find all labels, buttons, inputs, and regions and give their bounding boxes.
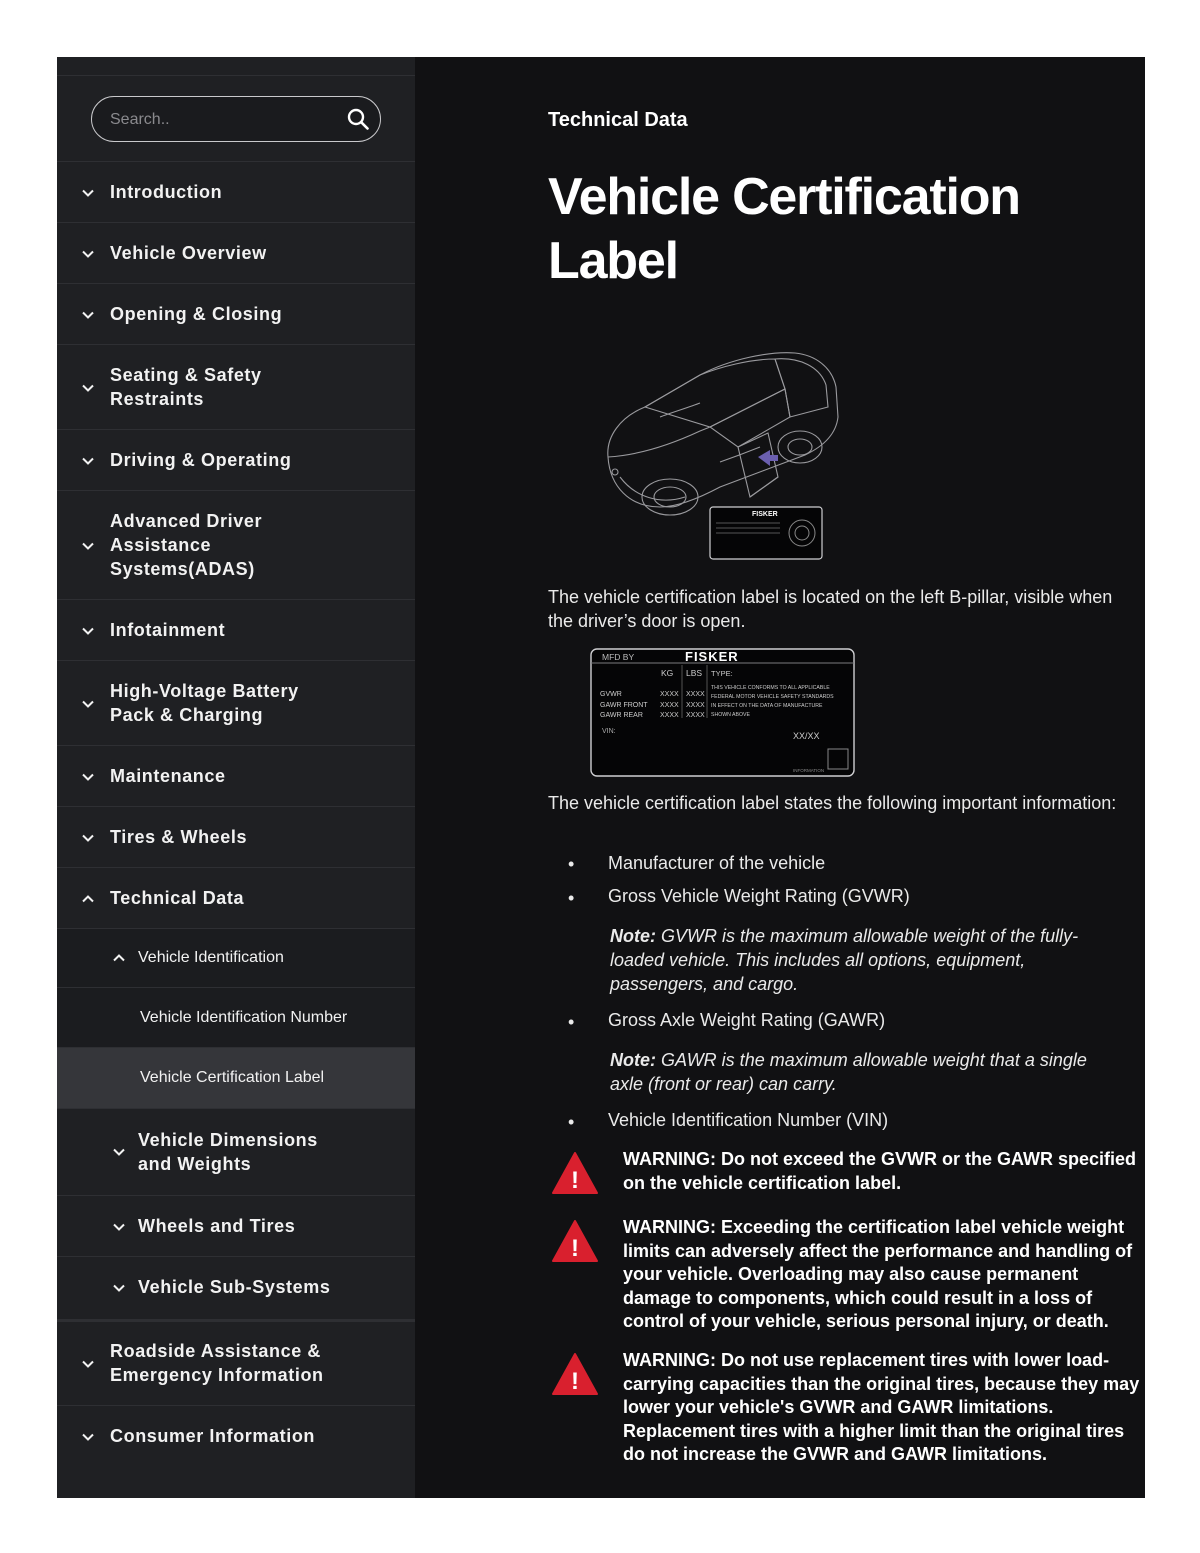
chevron-down-icon [112, 1281, 126, 1295]
search-icon[interactable] [346, 107, 370, 131]
svg-text:MFD BY: MFD BY [602, 652, 635, 662]
svg-text:IN EFFECT ON THE DATA OF MANUF: IN EFFECT ON THE DATA OF MANUFACTURE [711, 703, 823, 709]
bullet-dot: • [568, 854, 575, 874]
chevron-up-icon [81, 892, 95, 906]
sidebar-subitem-wheels-tires[interactable] [57, 1195, 415, 1256]
sidebar-item-tires-wheels[interactable] [57, 806, 415, 867]
breadcrumb[interactable]: Technical Data [548, 109, 688, 131]
bullet-dot: • [568, 1112, 575, 1132]
note-text: GAWR is the maximum allowable weight that a single axle (front or rear) can carry. [610, 1050, 1087, 1094]
sidebar-item-label: Opening & Closing [110, 304, 283, 324]
search-input[interactable] [108, 97, 332, 142]
sidebar-item-infotainment[interactable] [57, 599, 415, 660]
chevron-up-icon [112, 951, 126, 965]
sidebar-subitem-vehicle-certification-label[interactable] [57, 1047, 415, 1108]
sidebar-item-label: Maintenance [110, 766, 226, 786]
note-gawr [610, 1048, 1120, 1096]
chevron-down-icon [81, 186, 95, 200]
sidebar-item-opening-closing[interactable] [57, 283, 415, 344]
svg-text:GAWR REAR: GAWR REAR [600, 712, 643, 719]
svg-text:!: ! [571, 1235, 579, 1262]
chevron-down-icon [112, 1145, 126, 1159]
mini-certification-label [710, 507, 822, 559]
svg-text:GAWR FRONT: GAWR FRONT [600, 702, 648, 709]
bullet-dot: • [568, 888, 575, 908]
chevron-down-icon [81, 454, 95, 468]
svg-text:TYPE:: TYPE: [711, 669, 733, 678]
chevron-down-icon [112, 1220, 126, 1234]
warning-icon [551, 1219, 599, 1263]
sidebar-nav [57, 57, 415, 1498]
bullet-manufacturer: Manufacturer of the vehicle [608, 853, 826, 873]
svg-text:VIN:: VIN: [602, 728, 616, 735]
svg-text:XXXX: XXXX [686, 712, 705, 719]
car-illustration [600, 347, 840, 563]
sidebar-item-label: Infotainment [110, 620, 226, 640]
sidebar-item-vehicle-overview[interactable] [57, 222, 415, 283]
chevron-down-icon [81, 247, 95, 261]
sidebar-subitem-vehicle-identification[interactable] [57, 928, 415, 987]
chevron-down-icon [81, 1430, 95, 1444]
sidebar-item-maintenance[interactable] [57, 745, 415, 806]
svg-text:KG: KG [661, 668, 674, 678]
svg-text:XX/XX: XX/XX [793, 731, 820, 741]
search-box [91, 96, 381, 142]
chevron-down-icon [81, 381, 95, 395]
note-text: GVWR is the maximum allowable weight of the fully-loaded vehicle. This includes all options, equipment, passengers, and cargo. [610, 926, 1079, 994]
svg-text:SHOWN ABOVE: SHOWN ABOVE [711, 712, 750, 718]
chevron-down-icon [81, 624, 95, 638]
warning-text-limits: WARNING: Do not exceed the GVWR or the GAWR specified on the vehicle certification label. [623, 1149, 1137, 1193]
manual-app [57, 57, 1145, 1498]
svg-text:XXXX: XXXX [660, 691, 679, 698]
sidebar-item-label: Wheels and Tires [138, 1216, 296, 1236]
sidebar-item-label: Driving & Operating [110, 450, 292, 470]
sidebar-item-technical-data[interactable] [57, 867, 415, 928]
sidebar-item-label: High-Voltage Battery Pack & Charging [110, 681, 299, 725]
sidebar-subitem-vin[interactable] [57, 987, 415, 1047]
warning-icon [551, 1151, 599, 1195]
sidebar-item-label: Consumer Information [110, 1426, 316, 1446]
chevron-down-icon [81, 831, 95, 845]
warning-text-replacement-tires: WARNING: Do not use replacement tires with lower load-carrying capacities than the original tires, because they may lower your vehicle's GVWR and GAWR limitations. Replacement tires with a higher limit than the original tires do not increase the GVWR and GAWR limitations. [623, 1350, 1140, 1464]
intro-text: The vehicle certification label is located on the left B-pillar, visible when the driver’s door is open. [548, 587, 1113, 631]
sidebar-item-label: Vehicle Sub-Systems [138, 1277, 331, 1297]
note-label: Note: [610, 1050, 656, 1070]
sidebar-item-battery-charging[interactable] [57, 660, 415, 745]
chevron-down-icon [81, 1357, 95, 1371]
sidebar-subitem-dimensions-weights[interactable] [57, 1108, 415, 1195]
certification-label-image [590, 648, 855, 777]
chevron-down-icon [81, 308, 95, 322]
svg-text:INFORMATION: INFORMATION [793, 768, 825, 773]
chevron-down-icon [81, 539, 95, 553]
svg-text:XXXX: XXXX [660, 702, 679, 709]
svg-text:!: ! [571, 1167, 579, 1194]
note-label: Note: [610, 926, 656, 946]
bullet-vin: Vehicle Identification Number (VIN) [608, 1110, 889, 1130]
sidebar-item-introduction[interactable] [57, 161, 415, 222]
sidebar-item-label: Vehicle Certification Label [140, 1069, 325, 1086]
sidebar-item-driving-operating[interactable] [57, 429, 415, 490]
sidebar-top-divider [57, 75, 415, 76]
sidebar-item-seating-safety[interactable] [57, 344, 415, 429]
sidebar-item-label: Introduction [110, 182, 223, 202]
svg-text:!: ! [571, 1368, 579, 1395]
svg-text:FISKER: FISKER [752, 511, 778, 518]
chevron-down-icon [81, 697, 95, 711]
svg-text:GVWR: GVWR [600, 691, 622, 698]
svg-text:THIS VEHICLE CONFORMS TO ALL A: THIS VEHICLE CONFORMS TO ALL APPLICABLE [711, 685, 830, 691]
warning-icon [551, 1352, 599, 1396]
sidebar-item-consumer-information[interactable] [57, 1405, 415, 1466]
sidebar-item-adas[interactable] [57, 490, 415, 599]
warning-text-overloading: WARNING: Exceeding the certification label vehicle weight limits can adversely affect the performance and handling of your vehicle. Overloading may also cause permanent damage to components, which could result in a loss of control of your vehicle, serious personal injury, or death. [623, 1217, 1133, 1331]
sidebar-item-label: Vehicle Dimensions and Weights [138, 1130, 318, 1174]
chevron-down-icon [81, 770, 95, 784]
page-title: Vehicle Certification Label [548, 168, 1020, 290]
sidebar-item-label: Seating & Safety Restraints [110, 365, 262, 409]
sidebar-item-label: Technical Data [110, 888, 245, 908]
svg-text:LBS: LBS [686, 668, 703, 678]
svg-text:FISKER: FISKER [685, 649, 739, 664]
bullet-dot: • [568, 1012, 575, 1032]
bullet-gawr: Gross Axle Weight Rating (GAWR) [608, 1010, 886, 1030]
sidebar-item-label: Vehicle Identification [138, 949, 284, 966]
svg-text:FEDERAL MOTOR VEHICLE SAFETY S: FEDERAL MOTOR VEHICLE SAFETY STANDARDS [711, 694, 834, 700]
sidebar-item-label: Tires & Wheels [110, 827, 248, 847]
sidebar-item-label: Vehicle Identification Number [140, 1009, 348, 1026]
note-gvwr [610, 924, 1120, 996]
sidebar-item-roadside-assistance[interactable] [57, 1319, 415, 1405]
states-intro-text: The vehicle certification label states the following important information: [548, 793, 1117, 813]
main-content [415, 57, 1145, 1498]
svg-text:XXXX: XXXX [686, 691, 705, 698]
sidebar-item-label: Roadside Assistance & Emergency Information [110, 1341, 324, 1385]
sidebar-subitem-sub-systems[interactable] [57, 1256, 415, 1319]
bullet-gvwr: Gross Vehicle Weight Rating (GVWR) [608, 886, 910, 906]
svg-text:XXXX: XXXX [686, 702, 705, 709]
svg-text:XXXX: XXXX [660, 712, 679, 719]
sidebar-item-label: Advanced Driver Assistance Systems(ADAS) [110, 511, 263, 579]
sidebar-item-label: Vehicle Overview [110, 243, 267, 263]
